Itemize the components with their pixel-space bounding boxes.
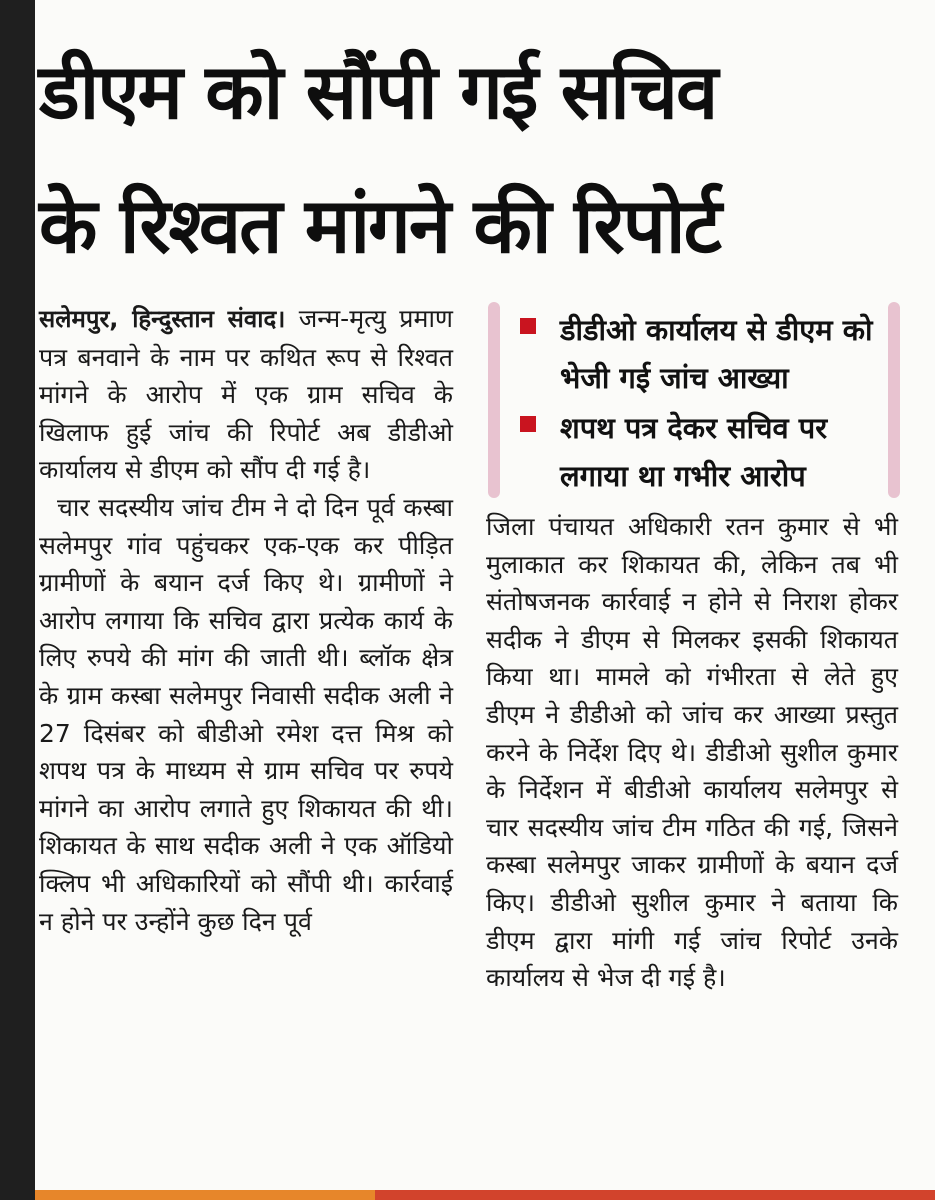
article-left-column [39, 300, 453, 940]
highlight-bar-left [488, 302, 500, 498]
article-paragraph-1-text: जन्म-मृत्यु प्रमाण पत्र बनवाने के नाम पर कथित रूप से रिश्वत मांगने के आरोप में एक ग्राम सचिव के खिलाफ हुई जांच की रिपोर्ट अब डीडीओ कार्यालय से डीएम को सौंप दी गई है। [39, 304, 454, 485]
bullet-square-icon [520, 318, 536, 334]
bottom-strip-shade [375, 1190, 935, 1200]
highlight-text: शपथ पत्र देकर सचिव पर लगाया था गभीर आरोप [560, 411, 828, 493]
highlight-item [520, 306, 880, 402]
newspaper-clipping [35, 0, 935, 1200]
headline-line-1: डीएम को सौंपी गई सचिव [39, 47, 717, 136]
article-paragraph-1 [39, 300, 453, 489]
bullet-square-icon [520, 416, 536, 432]
article-paragraph-3: जिला पंचायत अधिकारी रतन कुमार से भी मुलाकात कर शिकायत की, लेकिन तब भी संतोषजनक कार्रवाई न होने से निराश होकर सदीक ने डीएम से मिलकर इसकी शिकायत किया था। मामले को गंभीरता से लेते हुए डीएम ने डीडीओ को जांच कर आख्या प्रस्तुत करने के निर्देश दिए थे। डीडीओ सुशील कुमार के निर्देशन में बीडीओ कार्यालय सलेमपुर से चार सदस्यीय जांच टीम गठित की गई, जिसने कस्बा सलेमपुर जाकर ग्रामीणों के बयान दर्ज किए। डीडीओ सुशील कुमार ने बताया कि डीएम द्वारा मांगी गई जांच रिपोर्ट उनके कार्यालय से भेज दी गई है। [486, 512, 898, 993]
highlight-bar-right [888, 302, 900, 498]
bottom-color-strip [35, 1190, 935, 1200]
article-paragraph-2: चार सदस्यीय जांच टीम ने दो दिन पूर्व कस्बा सलेमपुर गांव पहुंचकर एक-एक कर पीड़ित ग्रामीणों के बयान दर्ज किए थे। ग्रामीणों ने आरोप लगाया कि सचिव द्वारा प्रत्येक कार्य के लिए रुपये की मांग की जाती थी। ब्लॉक क्षेत्र के ग्राम कस्बा सलेमपुर निवासी सदीक अली ने 27 दिसंबर को बीडीओ रमेश दत्त मिश्र को शपथ पत्र के माध्यम से ग्राम सचिव पर रुपये मांगने का आरोप लगाते हुए शिकायत की थी। शिकायत के साथ सदीक अली ने एक ऑडियो क्लिप भी अधिकारियों को सौंपी थी। कार्रवाई न होने पर उन्होंने कुछ दिन पूर्व [39, 492, 453, 936]
highlight-item [520, 404, 880, 500]
headline-line-2: के रिश्वत मांगने की रिपोर्ट [39, 181, 720, 270]
article-right-column [486, 508, 898, 997]
dateline: सलेमपुर, हिन्दुस्तान संवाद। [39, 305, 286, 333]
highlights-box [488, 296, 900, 498]
highlight-text: डीडीओ कार्यालय से डीएम को भेजी गई जांच आख्या [560, 313, 873, 395]
